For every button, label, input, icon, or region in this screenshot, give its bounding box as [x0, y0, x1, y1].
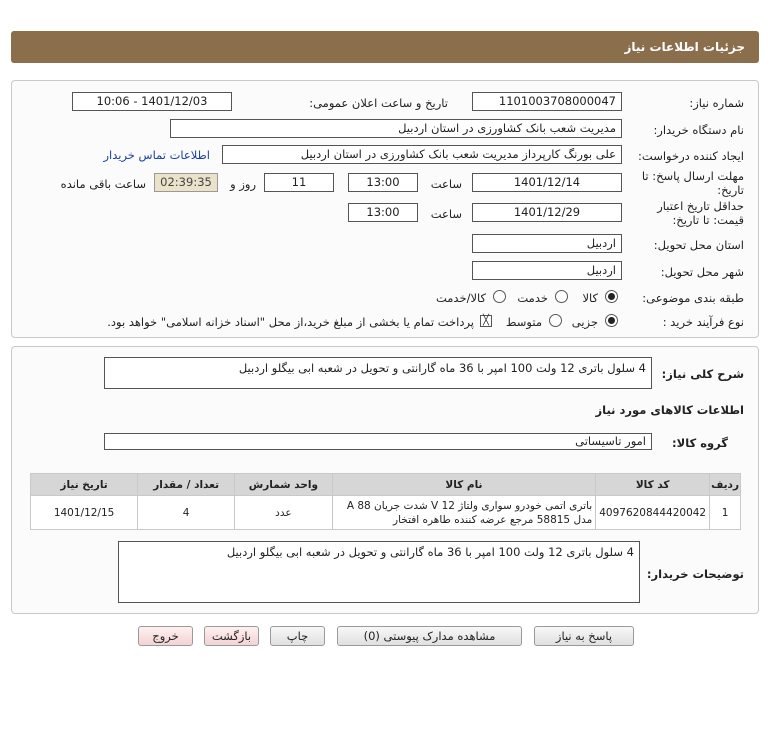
remaining-time-field: 02:39:35 [154, 173, 218, 192]
category-option-service: خدمت [517, 291, 548, 305]
col-name-header: نام کالا [332, 474, 596, 496]
days-field: 11 [264, 173, 334, 192]
reply-deadline-label: مهلت ارسال پاسخ: تا تاریخ: [641, 169, 744, 197]
row-code: 4097620844420042 [596, 496, 710, 530]
group-label: گروه کالا: [672, 436, 728, 450]
validity-time-field: 13:00 [348, 203, 418, 222]
group-field: امور تاسیساتی [104, 433, 652, 450]
category-option-goods-service: کالا/خدمت [435, 291, 486, 305]
treasury-checkbox[interactable]: ╳ [480, 315, 492, 327]
reply-time-field: 13:00 [348, 173, 418, 192]
province-field: اردبیل [472, 234, 622, 253]
days-label: روز و [230, 177, 256, 191]
process-radio-medium[interactable] [549, 314, 562, 327]
reply-date-field: 1401/12/14 [472, 173, 622, 192]
items-header-row [31, 474, 741, 496]
category-radio-goods[interactable] [605, 290, 618, 303]
goods-info-title: اطلاعات کالاهای مورد نیاز [595, 403, 744, 417]
row-unit: عدد [235, 496, 333, 530]
buyer-desc-label: توضیحات خریدار: [646, 567, 744, 581]
city-field: اردبیل [472, 261, 622, 280]
page-header [11, 31, 759, 63]
province-label: استان محل تحویل: [653, 238, 744, 252]
process-label: نوع فرآیند خرید : [662, 315, 744, 329]
attachments-button[interactable]: مشاهده مدارک پیوستی (0) [337, 626, 522, 646]
col-qty-header: تعداد / مقدار [138, 474, 235, 496]
col-date-header: تاریخ نیاز [31, 474, 138, 496]
category-radio-goods-service[interactable] [493, 290, 506, 303]
summary-field: 4 سلول باتری 12 ولت 100 امپر با 36 ماه گارانتی و تحویل در شعبه ابی بیگلو اردبیل [104, 357, 652, 389]
back-button[interactable]: بازگشت [204, 626, 259, 646]
need-number-label: شماره نیاز: [689, 96, 744, 110]
row-index: 1 [710, 496, 741, 530]
page-title: جزئیات اطلاعات نیاز [624, 40, 745, 54]
row-date: 1401/12/15 [31, 496, 138, 530]
validity-label: حداقل تاریخ اعتبار قیمت: تا تاریخ: [657, 199, 744, 227]
need-number-field: 1101003708000047 [472, 92, 622, 111]
row-name: باتری اتمی خودرو سواری ولتاژ V 12 شدت جریان A 88 مدل 58815 مرجع عرضه کننده طاهره افتخار [332, 496, 596, 530]
col-index-header: ردیف [710, 474, 741, 496]
col-code-header: کد کالا [596, 474, 710, 496]
buyer-contact-link[interactable]: اطلاعات تماس خریدار [103, 148, 210, 162]
announce-field: 1401/12/03 - 10:06 [72, 92, 232, 111]
category-radio-service[interactable] [555, 290, 568, 303]
summary-label: شرح کلی نیاز: [661, 367, 744, 381]
validity-time-label: ساعت [430, 207, 462, 221]
table-row [31, 496, 741, 530]
buyer-org-label: نام دستگاه خریدار: [653, 123, 744, 137]
row-qty: 4 [138, 496, 235, 530]
exit-button[interactable]: خروج [138, 626, 193, 646]
reply-button[interactable]: پاسخ به نیاز [534, 626, 634, 646]
buyer-desc-field: 4 سلول باتری 12 ولت 100 امپر با 36 ماه گارانتی و تحویل در شعبه ابی بیگلو اردبیل [118, 541, 640, 603]
creator-field: علی بورنگ کارپرداز مدیریت شعب بانک کشاورزی در استان اردبیل [222, 145, 622, 164]
col-unit-header: واحد شمارش [235, 474, 333, 496]
process-option-medium: متوسط [505, 315, 542, 329]
payment-note: پرداخت تمام یا بخشی از مبلغ خرید،از محل "اسناد خزانه اسلامی" خواهد بود. [107, 315, 474, 329]
process-radio-minor[interactable] [605, 314, 618, 327]
validity-date-field: 1401/12/29 [472, 203, 622, 222]
process-option-minor: جزیی [571, 315, 598, 329]
announce-label: تاریخ و ساعت اعلان عمومی: [309, 96, 448, 110]
category-option-goods: کالا [582, 291, 598, 305]
city-label: شهر محل تحویل: [660, 265, 744, 279]
category-label: طبقه بندی موضوعی: [642, 291, 744, 305]
items-table [30, 473, 741, 530]
buyer-org-field: مدیریت شعب بانک کشاورزی در استان اردبیل [170, 119, 622, 138]
remaining-label: ساعت باقی مانده [60, 177, 146, 191]
reply-time-label: ساعت [430, 177, 462, 191]
info-panel [11, 80, 759, 338]
details-panel [11, 346, 759, 614]
creator-label: ایجاد کننده درخواست: [638, 149, 744, 163]
print-button[interactable]: چاپ [270, 626, 325, 646]
